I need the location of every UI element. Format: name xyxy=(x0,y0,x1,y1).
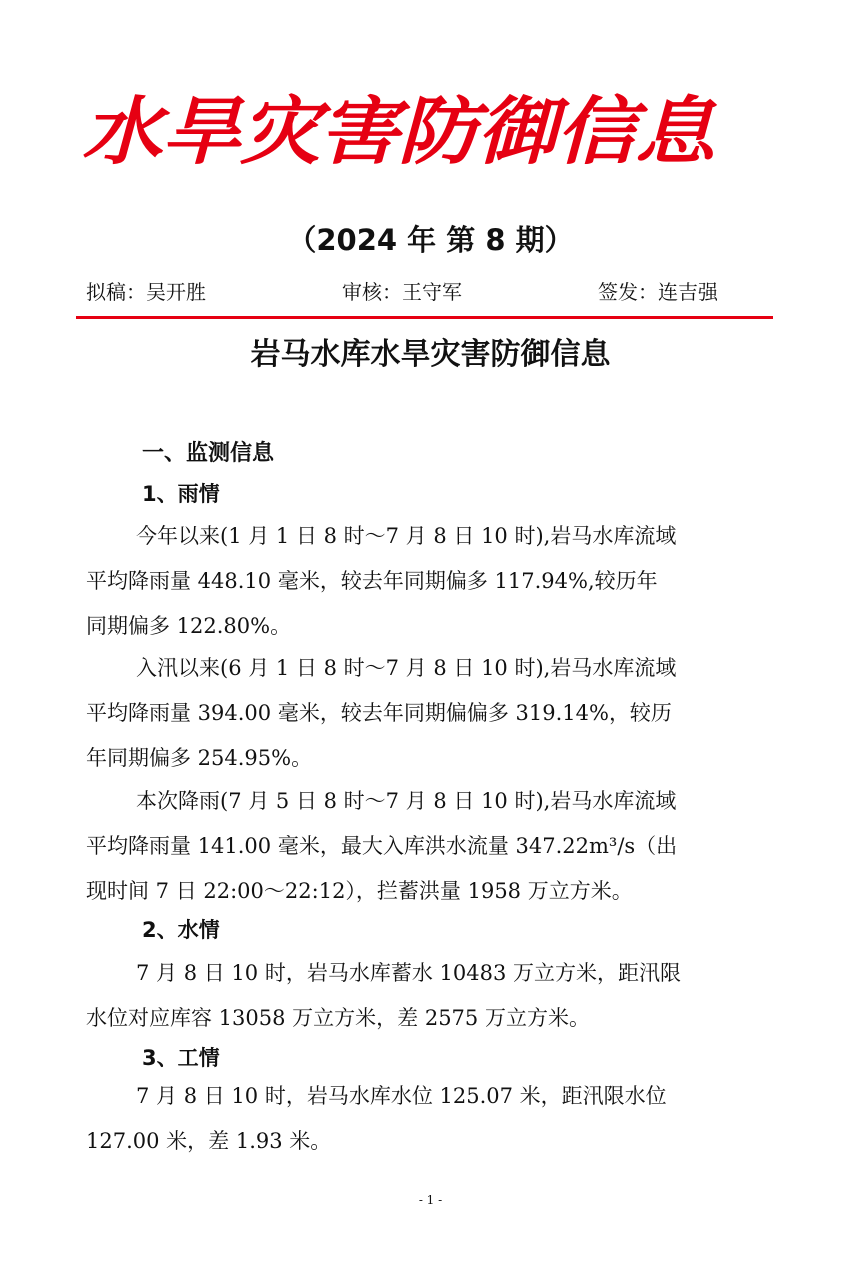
subheading-water: 2、水情 xyxy=(142,918,220,942)
text-line: 平均降雨量 141.00 毫米，最大入库洪水流量 347.22m³/s（出 xyxy=(86,834,678,858)
text-line: 7 月 8 日 10 时，岩马水库蓄水 10483 万立方米，距汛限 xyxy=(136,961,681,985)
text-line: 平均降雨量 394.00 毫米，较去年同期偏偏多 319.14%，较历 xyxy=(86,701,672,725)
page-number: - 1 - xyxy=(418,1193,443,1207)
text-line: 年同期偏多 254.95%。 xyxy=(86,746,313,770)
issuer: 签发：连吉强 xyxy=(598,280,718,304)
text-line: 127.00 米，差 1.93 米。 xyxy=(86,1129,332,1153)
paragraph-rain-flood-season xyxy=(86,646,766,781)
text-line: 水位对应库容 13058 万立方米，差 2575 万立方米。 xyxy=(86,1006,590,1030)
section-heading-monitoring: 一、监测信息 xyxy=(142,441,275,466)
paragraph-works xyxy=(86,1074,766,1164)
text-line: 平均降雨量 448.10 毫米，较去年同期偏多 117.94%,较历年 xyxy=(86,569,658,593)
text-line: 7 月 8 日 10 时，岩马水库水位 125.07 米，距汛限水位 xyxy=(136,1084,667,1108)
subheading-rain: 1、雨情 xyxy=(142,482,220,506)
drafter: 拟稿：吴开胜 xyxy=(86,280,206,304)
text-line: 入汛以来(6 月 1 日 8 时～7 月 8 日 10 时),岩马水库流域 xyxy=(136,656,677,680)
subheading-works: 3、工情 xyxy=(142,1046,220,1070)
text-line: 现时间 7 日 22:00～22:12），拦蓄洪量 1958 万立方米。 xyxy=(86,879,633,903)
text-line: 今年以来(1 月 1 日 8 时～7 月 8 日 10 时),岩马水库流域 xyxy=(136,524,677,548)
document-title: 岩马水库水旱灾害防御信息 xyxy=(250,337,611,372)
paragraph-water xyxy=(86,951,766,1041)
red-divider xyxy=(76,316,773,319)
reviewer: 审核：王守军 xyxy=(342,280,462,304)
text-line: 本次降雨(7 月 5 日 8 时～7 月 8 日 10 时),岩马水库流域 xyxy=(136,789,677,813)
paragraph-rain-current xyxy=(86,779,766,914)
meta-row xyxy=(0,277,861,307)
masthead-title: 水旱灾害防御信息 xyxy=(82,88,714,175)
text-line: 同期偏多 122.80%。 xyxy=(86,614,292,638)
paragraph-rain-year xyxy=(86,514,766,649)
issue-number: （2024 年 第 8 期） xyxy=(287,223,574,257)
